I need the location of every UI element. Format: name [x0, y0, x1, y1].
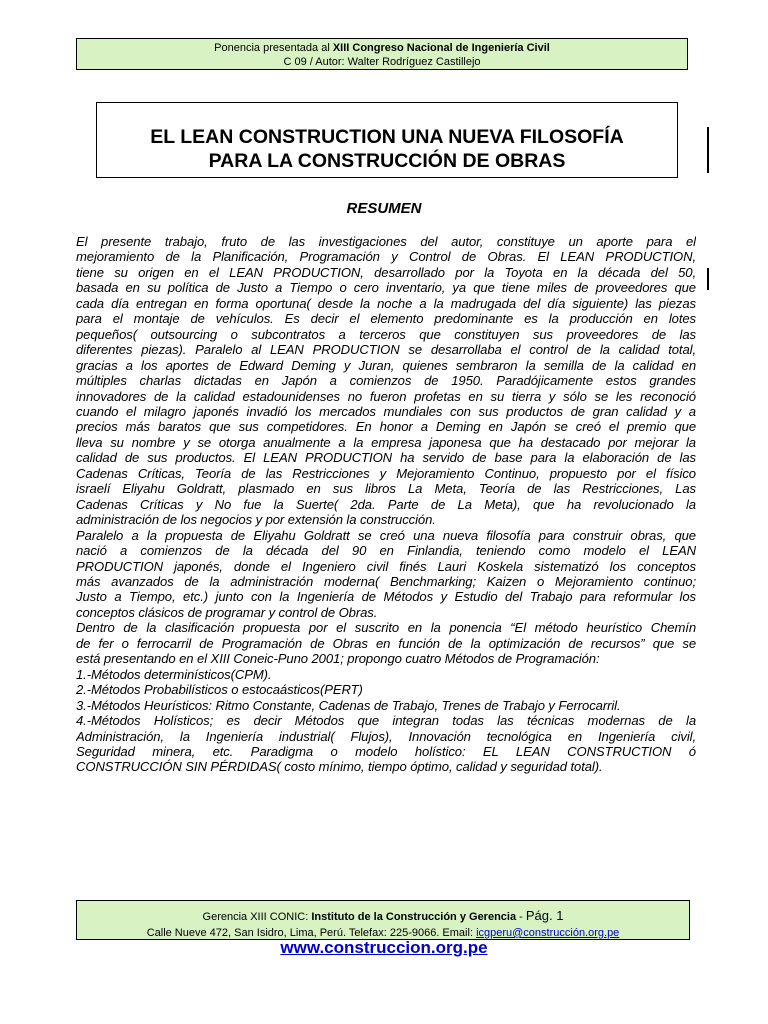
body-line: Justo a Tiempo, etc.) junto con la Ingeniería de Métodos y Estudio del Trabajo para reformular los [76, 589, 696, 605]
website-link[interactable]: www.construccion.org.pe [280, 938, 488, 957]
body-line: pequeños( outsourcing o subcontratos a terceros que constituyen sus proveedores de las [76, 326, 696, 342]
website-line [0, 938, 768, 958]
title-box [96, 102, 678, 178]
header-line-1 [77, 41, 687, 55]
body-line: para el montaje de vehículos. Es decir el elemento predominante es la producción en lotes [76, 311, 696, 327]
body-line: 1.-Métodos determinísticos(CPM). [76, 666, 272, 682]
body-line: de fer o ferrocarril de Programación de Obras en función de la optimización de recursos” que se [76, 635, 696, 651]
header-prefix: Ponencia presentada al [214, 42, 333, 54]
page-number: Pág. 1 [525, 908, 564, 923]
body-line: diferentes piezas). Paralelo al LEAN PRODUCTION se desarrollaba el control de la calidad total, [76, 342, 696, 358]
header-line-2: C 09 / Autor: Walter Rodríguez Castillejo [283, 56, 481, 68]
footer-address: Calle Nueve 472, San Isidro, Lima, Perú. Telefax: 225-9066. Email: [146, 927, 477, 939]
header-congress: XIII Congreso Nacional de Ingeniería Civil [332, 42, 550, 54]
body-line: administración de los negocios y por extensión la construcción. [76, 512, 436, 528]
body-line: El presente trabajo, fruto de las investigaciones del autor, constituye un aporte para el [76, 234, 696, 249]
body-line: lleva su nombre y se otorga anualmente a la empresa japonesa que ha destacado por mejorar la [76, 434, 696, 450]
body-line: está presentando en el XIII Coneic-Puno 2001; propongo cuatro Métodos de Programación: [76, 651, 600, 667]
body-line: Cadenas Críticas, Teoría de las Restricciones y Mejoramiento Continuo, propuesto por el físico [76, 465, 696, 481]
body-line: 4.-Métodos Holísticos; es decir Métodos que integran todas las técnicas modernas de la [76, 713, 696, 729]
body-line: precios más baratos que sus competidores. En honor a Deming en Japón se creó el premio que [76, 419, 696, 435]
footer-box [76, 900, 690, 940]
body-line: israelí Eliyahu Goldratt, plasmado en sus libros La Meta, Teoría de las Restricciones, Las [76, 481, 696, 497]
body-line: PRODUCTION japonés, donde el Ingeniero civil finés Lauri Koskela sistematizó los conceptos [76, 558, 696, 574]
body-line: más avanzados de la administración moderna( Benchmarking; Kaizen o Mejoramiento continuo; [76, 573, 696, 589]
section-heading: RESUMEN [346, 200, 422, 217]
margin-mark-top [707, 127, 709, 173]
body-line: CONSTRUCCIÓN SIN PÉRDIDAS( costo mínimo, tiempo óptimo, calidad y seguridad total). [76, 759, 603, 775]
footer-prefix: Gerencia XIII CONIC: [202, 911, 312, 923]
footer-separator: - [516, 911, 526, 923]
margin-mark-bottom [707, 268, 709, 290]
footer-institute: Instituto de la Construcción y Gerencia [311, 911, 517, 923]
body-line: 3.-Métodos Heurísticos: Ritmo Constante, Cadenas de Trabajo, Trenes de Trabajo y Ferrocarril. [76, 697, 621, 713]
header-box [76, 38, 688, 70]
body-line: múltiples charlas dictadas en Japón a comienzos de 1950. Paradójicamente estos grandes [76, 373, 696, 389]
body-line: 2.-Métodos Probabilísticos o estocaásticos(PERT) [76, 682, 363, 698]
body-line: Administración, la Ingeniería industrial( Flujos), Innovación tecnológica en Ingeniería civil, [76, 728, 696, 744]
body-line: conceptos clásicos de programar y control de Obras. [76, 604, 378, 620]
email-link[interactable]: icgperu@construcción.org.pe [476, 927, 620, 939]
body-line: gracias a los aportes de Edward Deming y Juran, quienes sembraron la semilla de la calidad en [76, 357, 696, 373]
body-line: calidad de sus productos. El LEAN PRODUCTION ha servido de base para la elaboración de las [76, 450, 696, 466]
title-line-2: PARA LA CONSTRUCCIÓN DE OBRAS [208, 150, 566, 172]
body-line: innovadores de la calidad estadounidenses no fueron profetas en su tierra y sólo se les reconoció [76, 388, 696, 404]
body-line: Seguridad minera, etc. Paradigma o modelo holístico: EL LEAN CONSTRUCTION ó [76, 743, 696, 759]
body-line: Cadenas Críticas y No fue la Suerte( 2da. Parte de La Meta), que ha revolucionado la [76, 496, 696, 512]
body-line: basada en su política de Justo a Tiempo o cero inventario, ya que tiene miles de proveedores que [76, 280, 696, 296]
body-line: nació a comienzos de la década del 90 en Finlandia, teniendo como modelo el LEAN [76, 543, 696, 559]
body-line: Dentro de la clasificación propuesta por el suscrito en la ponencia “El método heurístico Chemín [76, 620, 696, 636]
body-line: cada día entregan en forma oportuna( desde la noche a la madrugada del día siguiente) las piezas [76, 295, 696, 311]
body-text [76, 234, 696, 775]
body-line: Paralelo a la propuesta de Eliyahu Goldratt se creó una nueva filosofía para construir obras, que [76, 527, 696, 543]
body-line: cuando el milagro japonés invadió los mercados mundiales con sus productos de gran calidad y a [76, 403, 696, 419]
body-line: mejoramiento de la Planificación, Programación y Control de Obras. El LEAN PRODUCTION, [76, 249, 696, 265]
title-line-1: EL LEAN CONSTRUCTION UNA NUEVA FILOSOFÍA [150, 126, 624, 148]
footer-line-1 [77, 908, 689, 925]
body-line: tiene su origen en el LEAN PRODUCTION, desarrollado por la Toyota en la década del 50, [76, 264, 696, 280]
